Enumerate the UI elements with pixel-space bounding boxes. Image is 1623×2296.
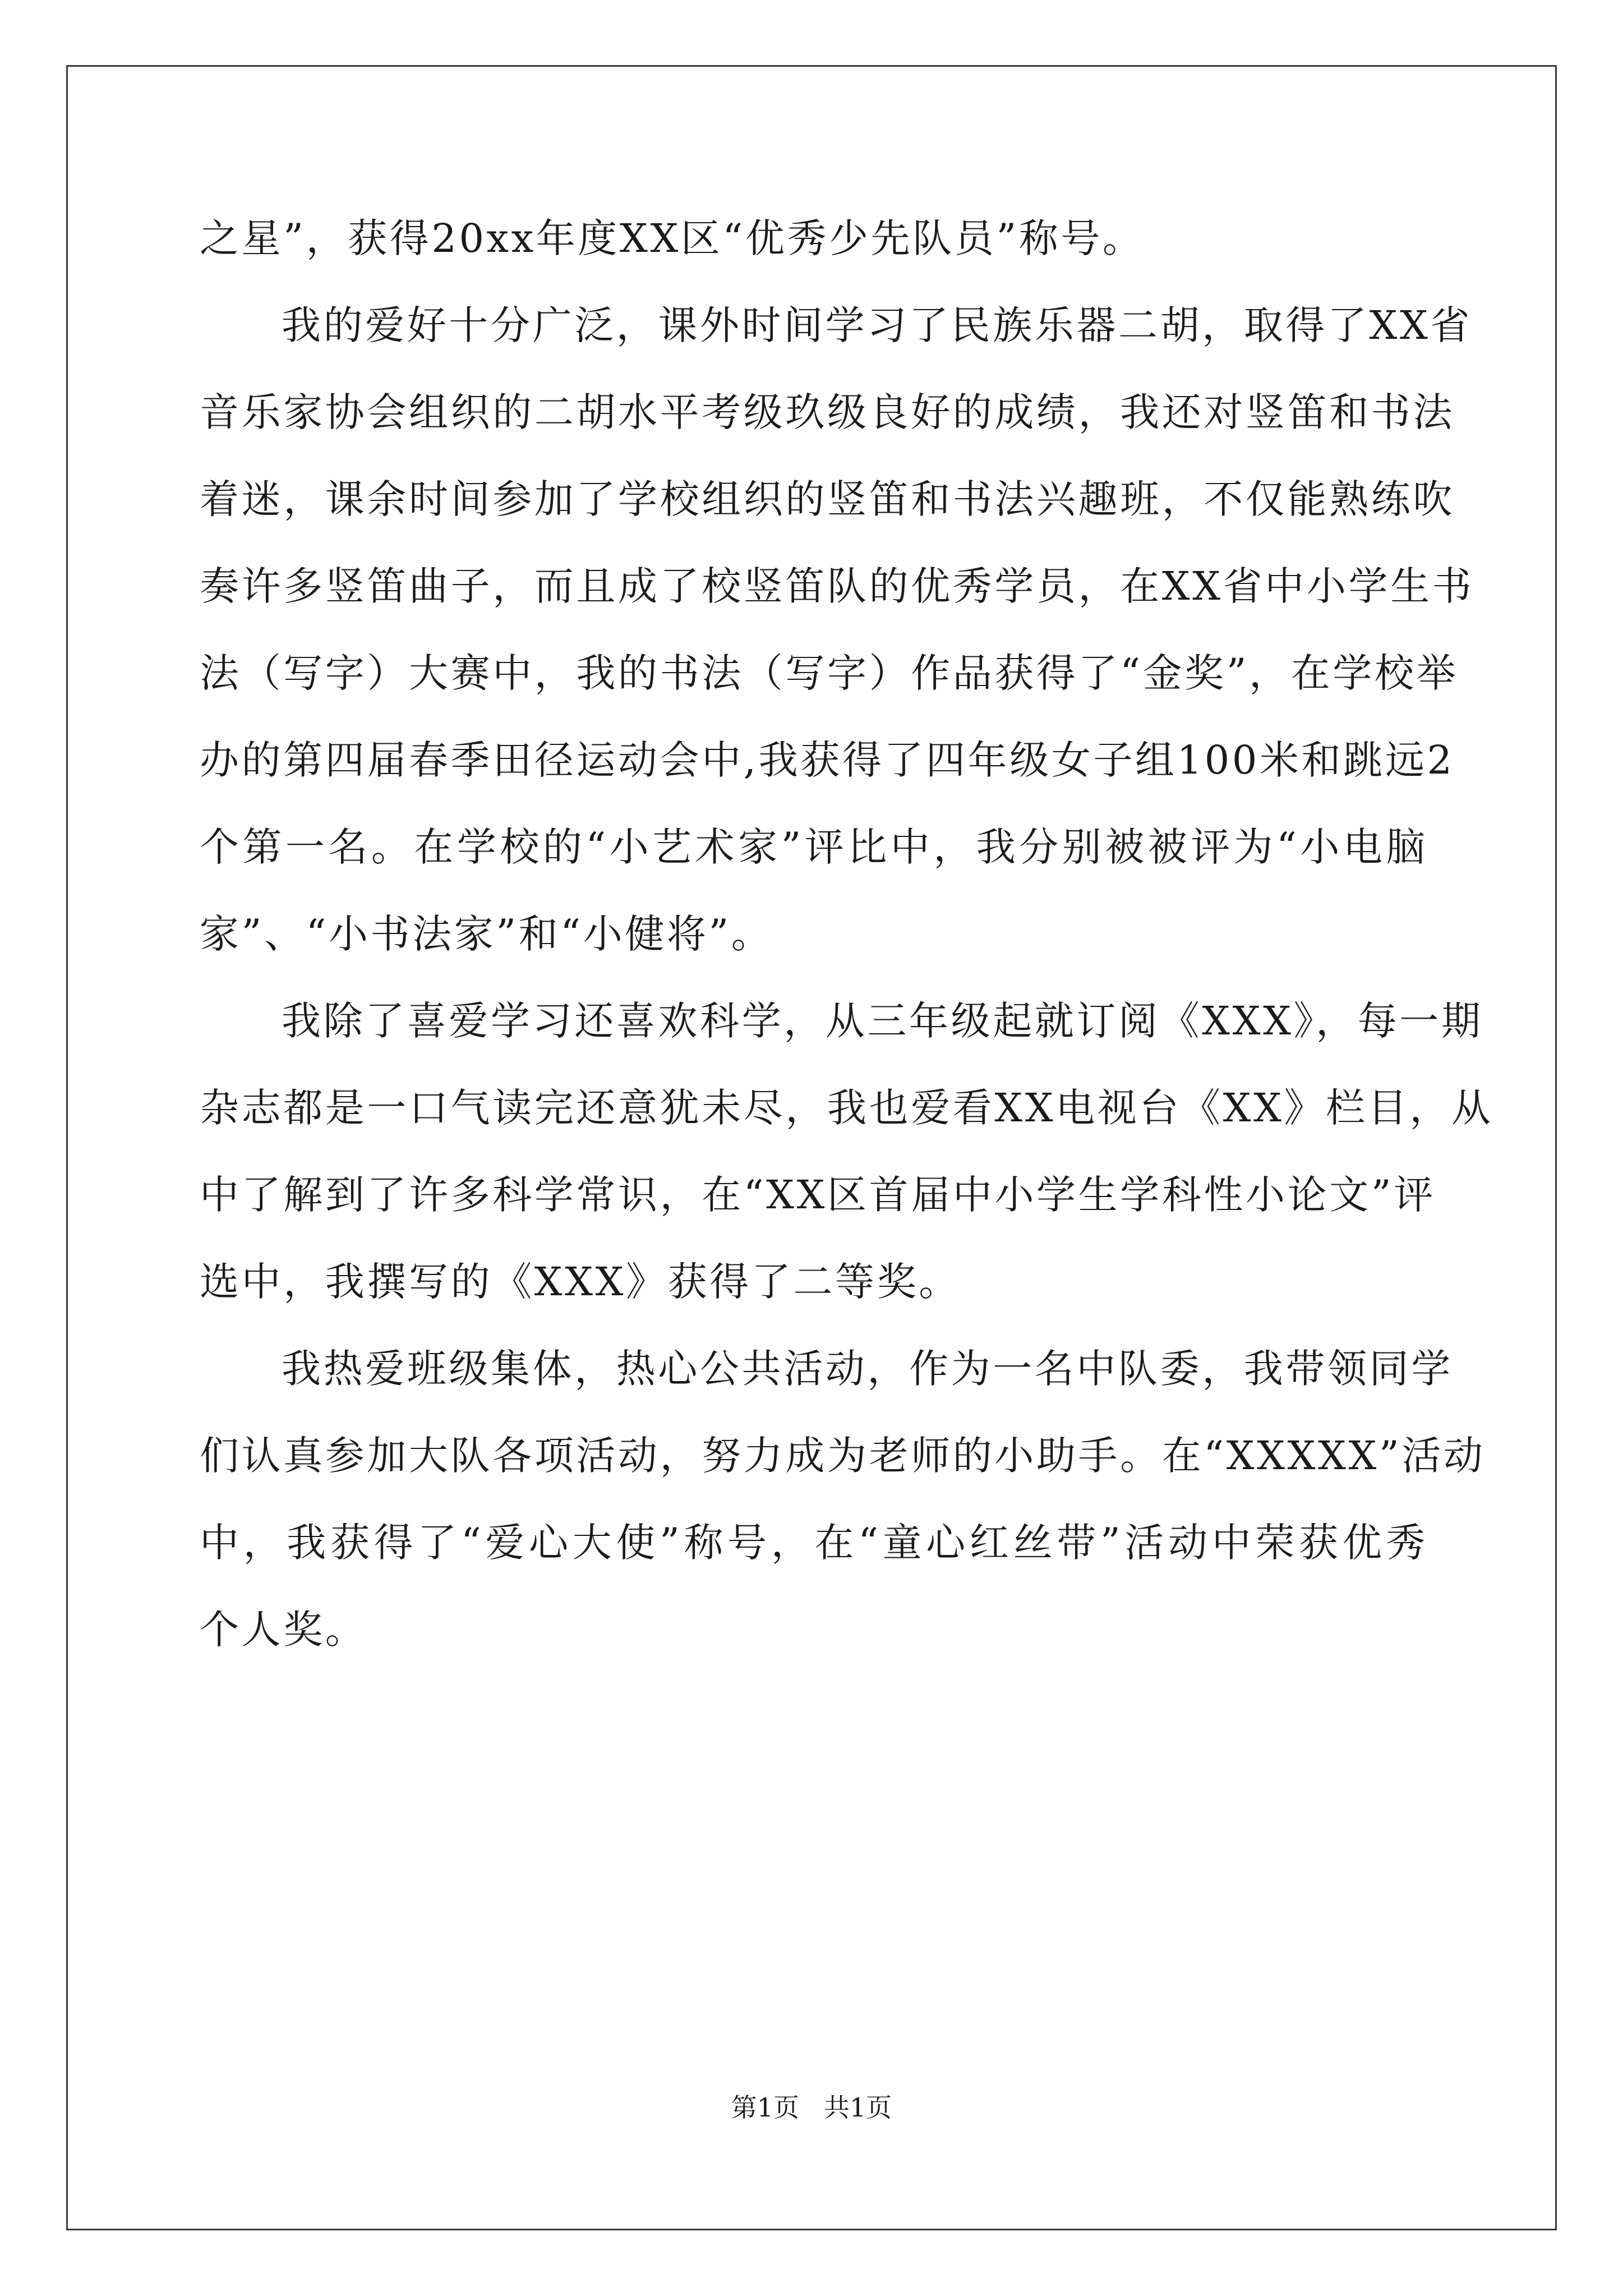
text-line: 着迷，课余时间参加了学校组织的竖笛和书法兴趣班，不仅能熟练吹 bbox=[200, 476, 1455, 522]
text-line: 中，我获得了“爱心大使”称号，在“童心红丝带”活动中荣获优秀 bbox=[200, 1520, 1428, 1566]
text-line: 奏许多竖笛曲子，而且成了校竖笛队的优秀学员，在XX省中小学生书 bbox=[200, 563, 1474, 609]
text-line: 们认真参加大队各项活动，努力成为老师的小助手。在“XXXXX”活动 bbox=[200, 1433, 1486, 1479]
text-line: 办的第四届春季田径运动会中,我获得了四年级女子组100米和跳远2 bbox=[200, 737, 1455, 783]
paragraph-first-line: 我热爱班级集体，热心公共活动，作为一名中队委，我带领同学 bbox=[282, 1346, 1453, 1392]
page-number: 第1页 bbox=[731, 2092, 799, 2123]
text-line: 家”、“小书法家”和“小健将”。 bbox=[200, 911, 773, 957]
text-line: 之星”，获得20xx年度XX区“优秀少先队员”称号。 bbox=[200, 215, 1145, 261]
text-line: 个第一名。在学校的“小艺术家”评比中，我分别被被评为“小电脑 bbox=[200, 824, 1428, 870]
text-line: 杂志都是一口气读完还意犹未尽，我也爱看XX电视台《XX》栏目，从 bbox=[200, 1085, 1493, 1131]
text-line: 选中，我撰写的《XXX》获得了二等奖。 bbox=[200, 1259, 961, 1305]
text-line: 音乐家协会组织的二胡水平考级玖级良好的成绩，我还对竖笛和书法 bbox=[200, 389, 1455, 435]
page-footer bbox=[0, 2091, 1623, 2124]
page-total: 共1页 bbox=[824, 2092, 892, 2123]
text-line: 个人奖。 bbox=[200, 1607, 367, 1653]
text-line: 中了解到了许多科学常识，在“XX区首届中小学生学科性小论文”评 bbox=[200, 1172, 1436, 1218]
paragraph-first-line: 我的爱好十分广泛，课外时间学习了民族乐器二胡，取得了XX省 bbox=[282, 302, 1473, 348]
text-line: 法（写字）大赛中，我的书法（写字）作品获得了“金奖”，在学校举 bbox=[200, 650, 1459, 696]
paragraph-first-line: 我除了喜爱学习还喜欢科学，从三年级起就订阅《XXX》，每一期 bbox=[282, 998, 1483, 1044]
